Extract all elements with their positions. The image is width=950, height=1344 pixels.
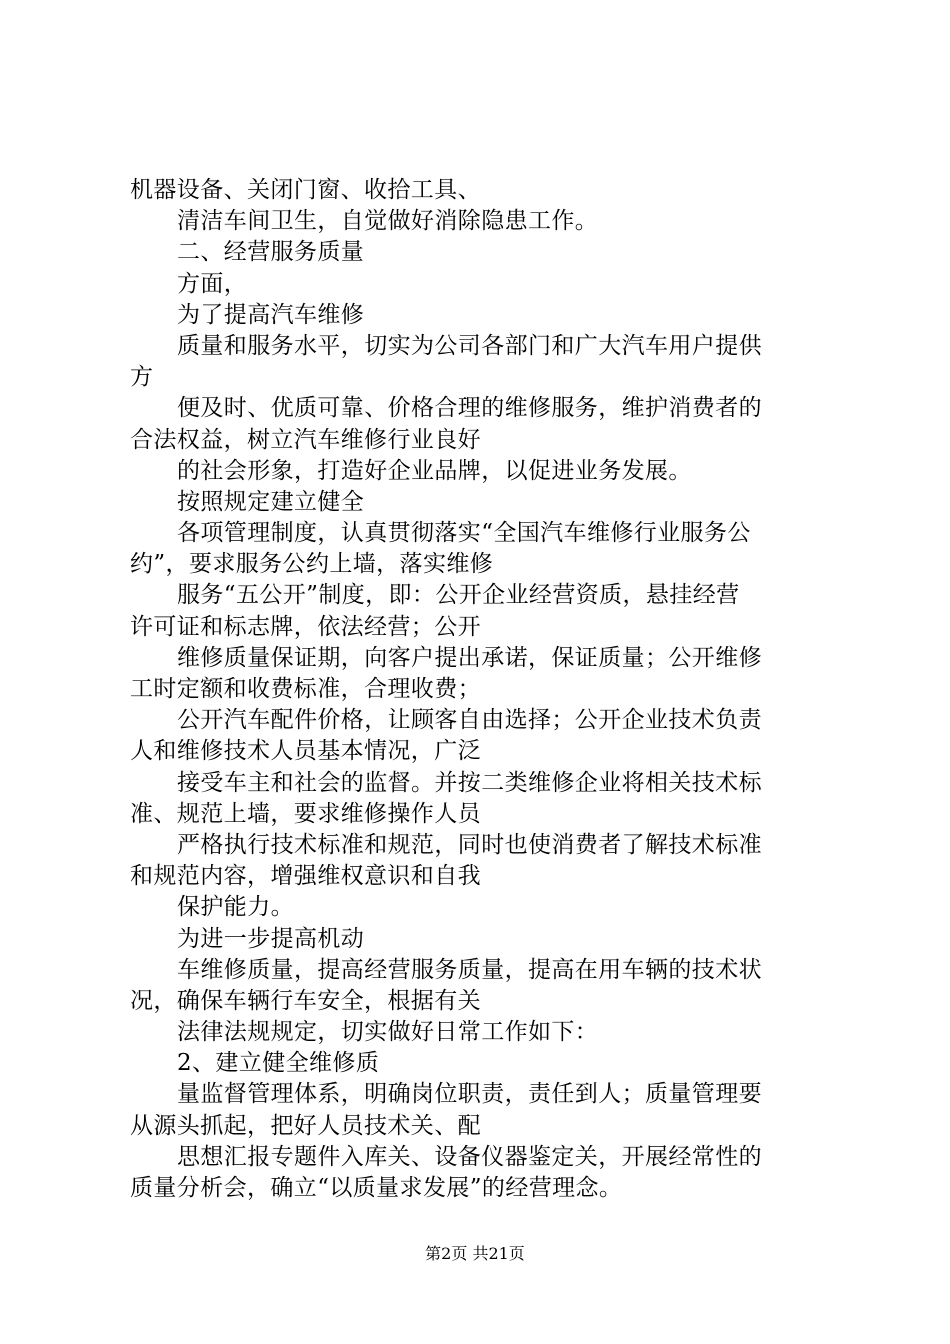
text-line: 许可证和标志牌，依法经营；公开 <box>130 613 481 640</box>
text-line: 清洁车间卫生，自觉做好消除隐患工作。 <box>177 208 599 235</box>
text-line: 工时定额和收费标准，合理收费； <box>130 676 481 702</box>
text-line: 公开汽车配件价格，让顾客自由选择；公开企业技术负责 <box>177 707 762 734</box>
text-line: 质量分析会，确立“以质量求发展”的经营理念。 <box>130 1175 623 1201</box>
text-line: 接受车主和社会的监督。并按二类维修企业将相关技术标 <box>177 769 762 796</box>
text-line: 方 <box>130 364 154 391</box>
text-line: 约”，要求服务公约上墙，落实维修 <box>130 551 494 578</box>
text-line: 保护能力。 <box>177 894 294 921</box>
text-line: 机器设备、关闭门窗、收拾工具、 <box>130 177 481 203</box>
text-line: 方面， <box>177 270 248 297</box>
text-line: 车维修质量，提高经营服务质量，提高在用车辆的技术状 <box>177 956 762 983</box>
text-line: 便及时、优质可靠、价格合理的维修服务，维护消费者的 <box>177 395 762 422</box>
text-line: 质量和服务水平，切实为公司各部门和广大汽车用户提供 <box>177 332 762 359</box>
text-line: 各项管理制度，认真贯彻落实“全国汽车维修行业服务公 <box>177 520 751 547</box>
text-line: 准、规范上墙，要求维修操作人员 <box>130 800 481 827</box>
text-line: 合法权益，树立汽车维修行业良好 <box>130 426 481 453</box>
document-body <box>130 175 830 1204</box>
text-line: 服务“五公开”制度，即：公开企业经营资质，悬挂经营 <box>177 582 740 609</box>
text-line: 按照规定建立健全 <box>177 488 365 515</box>
text-line: 和规范内容，增强维权意识和自我 <box>130 863 481 890</box>
text-line: 从源头抓起，把好人员技术关、配 <box>130 1112 481 1139</box>
text-line: 严格执行技术标准和规范，同时也使消费者了解技术标准 <box>177 831 762 858</box>
text-line: 维修质量保证期，向客户提出承诺，保证质量；公开维修 <box>177 644 762 671</box>
text-line: 为进一步提高机动 <box>177 925 365 952</box>
text-line: 况，确保车辆行车安全，根据有关 <box>130 987 481 1014</box>
text-line: 量监督管理体系，明确岗位职责，责任到人；质量管理要 <box>177 1081 762 1108</box>
text-line: 人和维修技术人员基本情况，广泛 <box>130 738 481 765</box>
text-line: 思想汇报专题件入库关、设备仪器鉴定关，开展经常性的 <box>177 1143 762 1170</box>
text-line: 法律法规规定，切实做好日常工作如下： <box>177 1019 599 1046</box>
text-line: 为了提高汽车维修 <box>177 301 365 328</box>
page-number-footer: 第2页 共21页 <box>425 1244 525 1263</box>
text-line: 的社会形象，打造好企业品牌，以促进业务发展。 <box>177 457 692 484</box>
text-line: 2、建立健全维修质 <box>177 1050 380 1077</box>
text-line: 二、经营服务质量 <box>177 239 365 266</box>
